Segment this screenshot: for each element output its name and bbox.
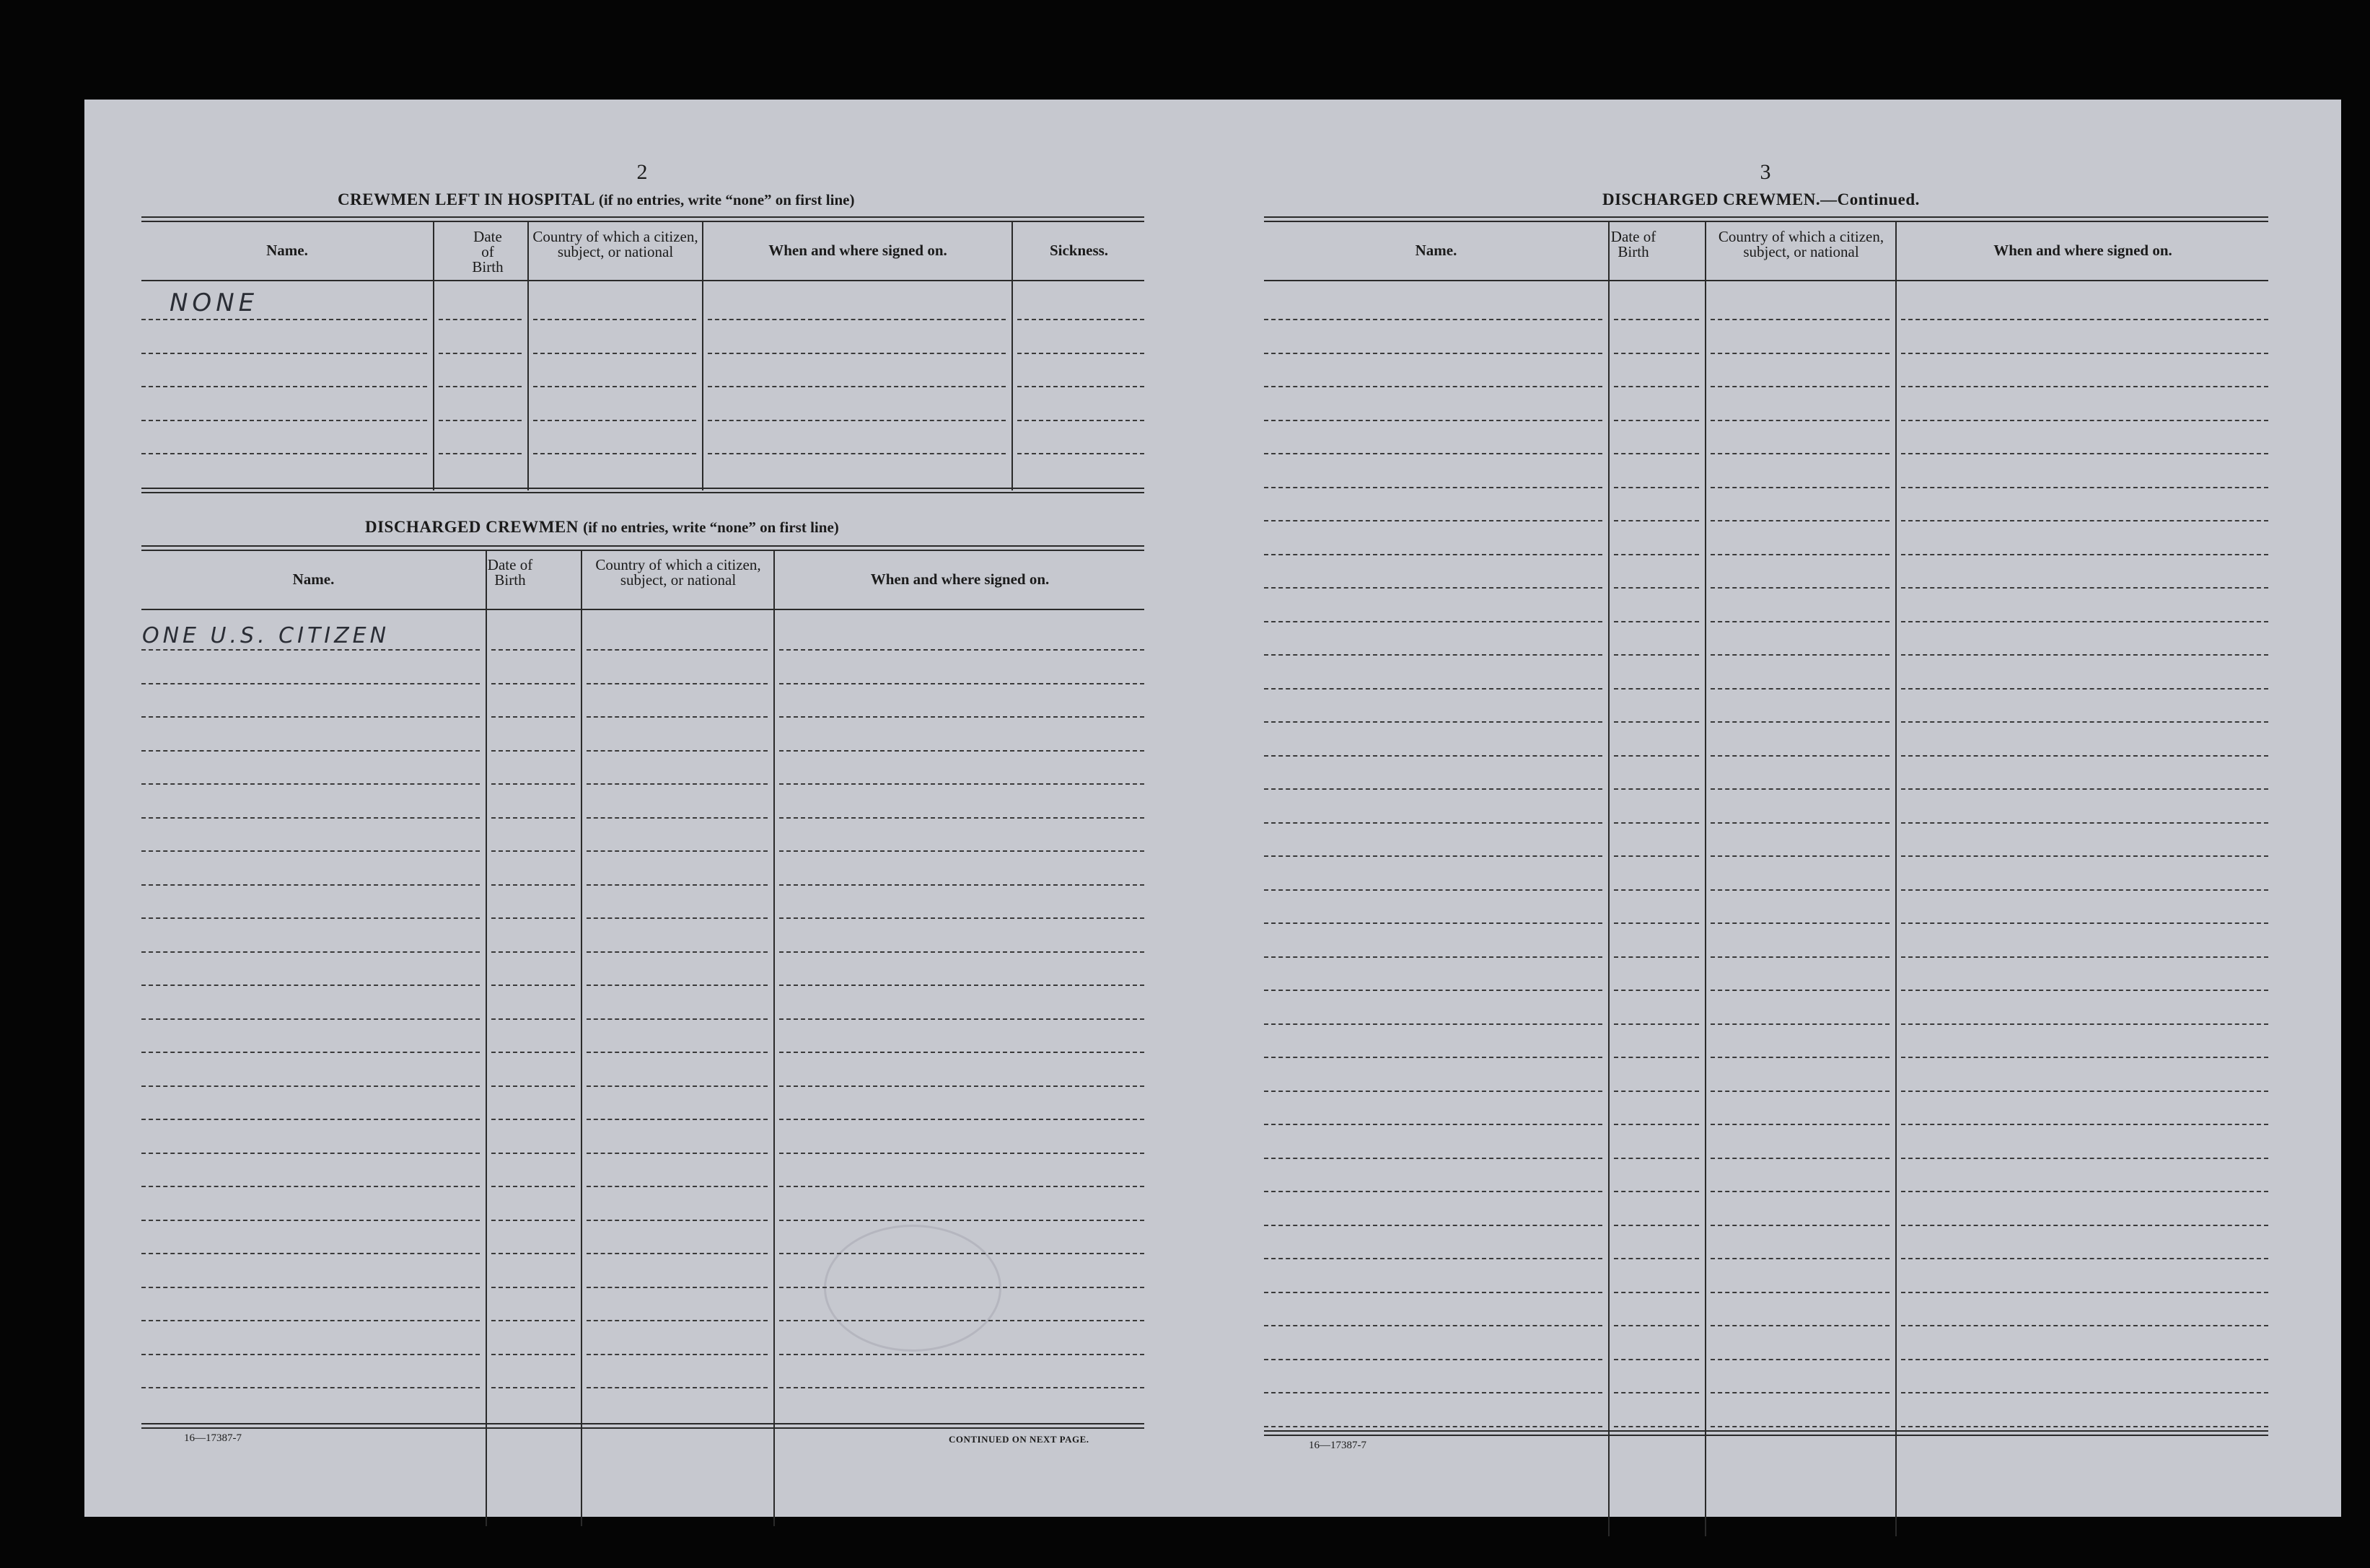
entry-line <box>1711 1191 1890 1192</box>
entry-line <box>1614 1225 1699 1226</box>
entry-line <box>1711 1091 1890 1092</box>
entry-line <box>1901 420 2268 421</box>
entry-line <box>779 1018 1144 1020</box>
entry-line <box>1614 755 1699 757</box>
entry-line <box>1264 822 1602 824</box>
entry-line <box>1017 353 1144 354</box>
entry-line <box>533 420 696 421</box>
entry-line <box>779 1119 1144 1120</box>
hospital-col-name: Name. <box>266 242 308 259</box>
entry-line <box>1264 1292 1602 1293</box>
entry-line <box>1264 1225 1602 1226</box>
entry-line <box>708 319 1006 320</box>
entry-line <box>587 985 768 986</box>
entry-line <box>491 1153 575 1154</box>
entry-line <box>491 1220 575 1221</box>
hospital-col-when-where: When and where signed on. <box>768 242 947 259</box>
discharged-col-dob: Date of Birth <box>487 556 533 589</box>
entry-line <box>491 850 575 852</box>
entry-line <box>1901 1191 2268 1192</box>
entry-line <box>1614 1359 1699 1360</box>
entry-line <box>587 716 768 718</box>
right-col-dob: Date of Birth <box>1610 228 1656 260</box>
entry-line <box>1264 1158 1602 1159</box>
entry-line <box>1017 420 1144 421</box>
entry-line <box>1711 855 1890 857</box>
entry-line <box>1901 990 2268 991</box>
entry-line <box>1711 822 1890 824</box>
entry-line <box>491 716 575 718</box>
entry-line <box>1614 353 1699 354</box>
entry-line <box>587 683 768 684</box>
entry-line <box>1711 1392 1890 1393</box>
entry-line <box>1614 587 1699 589</box>
entry-line <box>491 649 575 651</box>
entry-line <box>491 1354 575 1355</box>
entry-line <box>1264 956 1602 958</box>
entry-line <box>1614 788 1699 790</box>
entry-line <box>491 750 575 752</box>
entry-line <box>141 1287 480 1288</box>
entry-line <box>141 1018 480 1020</box>
entry-line <box>1711 688 1890 690</box>
entry-line <box>1711 1158 1890 1159</box>
entry-line <box>1614 487 1699 488</box>
entry-line <box>1711 922 1890 924</box>
entry-line <box>1614 1258 1699 1259</box>
entry-line <box>141 353 427 354</box>
entry-line <box>141 850 480 852</box>
entry-line <box>141 817 480 819</box>
entry-line <box>1614 889 1699 891</box>
entry-line <box>1614 1057 1699 1058</box>
entry-line <box>1711 319 1890 320</box>
entry-line <box>779 1320 1144 1321</box>
right-bottom-rule <box>1264 1430 2268 1436</box>
entry-line <box>587 917 768 919</box>
entry-line <box>1614 688 1699 690</box>
entry-line <box>1711 1426 1890 1427</box>
hospital-entry-handwritten: NONE <box>170 289 259 317</box>
entry-line <box>587 649 768 651</box>
entry-line <box>779 1186 1144 1187</box>
entry-line <box>1264 453 1602 454</box>
entry-line <box>1264 688 1602 690</box>
entry-line <box>708 386 1006 387</box>
right-col-name: Name. <box>1415 242 1457 259</box>
entry-line <box>1901 1426 2268 1427</box>
left-page-number: 2 <box>636 160 648 184</box>
entry-line <box>1711 721 1890 723</box>
hospital-section-title <box>338 190 854 209</box>
entry-line <box>1901 654 2268 656</box>
entry-line <box>1264 922 1602 924</box>
entry-line <box>779 884 1144 886</box>
entry-line <box>1017 386 1144 387</box>
entry-line <box>1614 922 1699 924</box>
entry-line <box>1901 922 2268 924</box>
entry-line <box>1614 1023 1699 1025</box>
entry-line <box>1614 319 1699 320</box>
entry-line <box>1901 1258 2268 1259</box>
hospital-col-dob: Date of Birth <box>472 228 504 276</box>
entry-line <box>587 1253 768 1254</box>
entry-line <box>1711 1124 1890 1125</box>
entry-line <box>141 750 480 752</box>
entry-line <box>439 420 522 421</box>
entry-line <box>779 1253 1144 1254</box>
entry-line <box>779 985 1144 986</box>
entry-line <box>1901 822 2268 824</box>
entry-line <box>779 783 1144 785</box>
entry-line <box>141 1387 480 1388</box>
entry-line <box>491 1253 575 1254</box>
entry-line <box>1901 855 2268 857</box>
entry-line <box>491 1052 575 1053</box>
hospital-instruction: (if no entries, write “none” on first line) <box>598 191 855 208</box>
entry-line <box>141 683 480 684</box>
entry-line <box>1901 1057 2268 1058</box>
entry-line <box>491 1287 575 1288</box>
entry-line <box>1711 654 1890 656</box>
entry-line <box>1711 420 1890 421</box>
entry-line <box>1614 453 1699 454</box>
entry-line <box>1264 487 1602 488</box>
entry-line <box>1264 1258 1602 1259</box>
entry-line <box>1264 654 1602 656</box>
entry-line <box>587 1387 768 1388</box>
hospital-top-rule <box>141 216 1144 222</box>
entry-line <box>1614 1426 1699 1427</box>
right-section-title: DISCHARGED CREWMEN.—Continued. <box>1602 190 1920 208</box>
entry-line <box>1901 520 2268 521</box>
entry-line <box>439 353 522 354</box>
entry-line <box>708 453 1006 454</box>
entry-line <box>1901 956 2268 958</box>
entry-line <box>1901 1124 2268 1125</box>
entry-line <box>1711 520 1890 521</box>
entry-line <box>439 319 522 320</box>
entry-line <box>779 1153 1144 1154</box>
right-form-number: 16—17387-7 <box>1309 1440 1366 1451</box>
entry-line <box>779 951 1144 953</box>
entry-line <box>1901 1292 2268 1293</box>
entry-line <box>1711 1292 1890 1293</box>
entry-line <box>1264 353 1602 354</box>
entry-line <box>1614 822 1699 824</box>
entry-line <box>1901 788 2268 790</box>
entry-line <box>1711 1057 1890 1058</box>
entry-line <box>141 1085 480 1087</box>
entry-line <box>491 1119 575 1120</box>
entry-line <box>1711 386 1890 387</box>
entry-line <box>1711 1325 1890 1326</box>
entry-line <box>779 649 1144 651</box>
entry-line <box>141 420 427 421</box>
entry-line <box>1614 956 1699 958</box>
entry-line <box>1264 1191 1602 1192</box>
entry-line <box>1901 721 2268 723</box>
entry-line <box>1017 319 1144 320</box>
entry-line <box>1614 554 1699 555</box>
entry-line <box>1711 1359 1890 1360</box>
entry-line <box>1901 1392 2268 1393</box>
entry-line <box>141 1320 480 1321</box>
entry-line <box>491 783 575 785</box>
entry-line <box>141 1354 480 1355</box>
discharged-top-rule <box>141 545 1144 551</box>
entry-line <box>1264 855 1602 857</box>
entry-line <box>587 1052 768 1053</box>
entry-line <box>587 1287 768 1288</box>
entry-line <box>1901 353 2268 354</box>
entry-line <box>1901 487 2268 488</box>
entry-line <box>141 1119 480 1120</box>
entry-line <box>491 1387 575 1388</box>
entry-line <box>1264 420 1602 421</box>
entry-line <box>1264 1124 1602 1125</box>
entry-line <box>708 353 1006 354</box>
entry-line <box>491 1320 575 1321</box>
entry-line <box>1264 1023 1602 1025</box>
entry-line <box>779 850 1144 852</box>
entry-line <box>1711 1023 1890 1025</box>
entry-line <box>1264 520 1602 521</box>
entry-line <box>141 1052 480 1053</box>
entry-line <box>779 1387 1144 1388</box>
entry-line <box>1614 1191 1699 1192</box>
entry-line <box>1901 755 2268 757</box>
entry-line <box>587 1018 768 1020</box>
entry-line <box>1901 1158 2268 1159</box>
entry-line <box>491 884 575 886</box>
entry-line <box>141 319 427 320</box>
entry-line <box>1901 587 2268 589</box>
right-top-rule <box>1264 216 2268 222</box>
entry-line <box>1711 487 1890 488</box>
discharged-col-when-where: When and where signed on. <box>870 571 1050 588</box>
left-form-number: 16—17387-7 <box>184 1432 242 1444</box>
entry-line <box>1711 788 1890 790</box>
discharged-bottom-rule <box>141 1423 1144 1429</box>
hospital-col-sickness: Sickness. <box>1049 242 1109 259</box>
entry-line <box>141 716 480 718</box>
entry-line <box>1614 520 1699 521</box>
entry-line <box>1901 1091 2268 1092</box>
entry-line <box>587 1220 768 1221</box>
entry-line <box>141 917 480 919</box>
entry-line <box>1614 1124 1699 1125</box>
right-col-when-where: When and where signed on. <box>1993 242 2172 259</box>
entry-line <box>587 817 768 819</box>
entry-line <box>491 1186 575 1187</box>
entry-line <box>1901 621 2268 622</box>
entry-line <box>779 1354 1144 1355</box>
entry-line <box>141 386 427 387</box>
entry-line <box>1264 755 1602 757</box>
entry-line <box>491 917 575 919</box>
entry-line <box>533 386 696 387</box>
entry-line <box>141 1186 480 1187</box>
entry-line <box>587 850 768 852</box>
entry-line <box>779 750 1144 752</box>
entry-line <box>1711 353 1890 354</box>
entry-line <box>533 353 696 354</box>
entry-line <box>587 1320 768 1321</box>
entry-line <box>1614 990 1699 991</box>
entry-line <box>1711 1225 1890 1226</box>
hospital-title-text: CREWMEN LEFT IN HOSPITAL <box>338 190 594 208</box>
entry-line <box>779 716 1144 718</box>
entry-line <box>491 1085 575 1087</box>
entry-line <box>587 783 768 785</box>
entry-line <box>1264 1426 1602 1427</box>
entry-line <box>1901 1325 2268 1326</box>
entry-line <box>1264 721 1602 723</box>
entry-line <box>1264 319 1602 320</box>
entry-line <box>1264 1392 1602 1393</box>
discharged-instruction: (if no entries, write “none” on first line) <box>583 519 839 536</box>
entry-line <box>1614 621 1699 622</box>
entry-line <box>1264 621 1602 622</box>
entry-line <box>439 386 522 387</box>
entry-line <box>1264 1091 1602 1092</box>
entry-line <box>1901 319 2268 320</box>
entry-line <box>1017 453 1144 454</box>
entry-line <box>491 1018 575 1020</box>
entry-line <box>1901 1359 2268 1360</box>
entry-line <box>141 1153 480 1154</box>
discharged-col-name: Name. <box>292 571 335 588</box>
entry-line <box>587 1186 768 1187</box>
entry-line <box>779 1052 1144 1053</box>
entry-line <box>587 1153 768 1154</box>
entry-line <box>1901 1225 2268 1226</box>
entry-line <box>1264 1057 1602 1058</box>
entry-line <box>779 1220 1144 1221</box>
entry-line <box>1711 554 1890 555</box>
entry-line <box>587 884 768 886</box>
entry-line <box>1264 1325 1602 1326</box>
entry-line <box>1711 587 1890 589</box>
entry-line <box>1614 386 1699 387</box>
entry-line <box>1901 688 2268 690</box>
entry-line <box>587 951 768 953</box>
entry-line <box>1264 386 1602 387</box>
entry-line <box>1711 1258 1890 1259</box>
entry-line <box>1264 889 1602 891</box>
right-col-country: Country of which a citizen, subject, or national <box>1718 228 1884 260</box>
entry-line <box>1711 755 1890 757</box>
entry-line <box>1901 453 2268 454</box>
entry-line <box>1711 990 1890 991</box>
form-sheet <box>84 100 2341 1517</box>
entry-line <box>491 951 575 953</box>
entry-line <box>141 884 480 886</box>
entry-line <box>533 453 696 454</box>
entry-line <box>141 951 480 953</box>
entry-line <box>1711 453 1890 454</box>
entry-line <box>779 1287 1144 1288</box>
entry-line <box>533 319 696 320</box>
entry-line <box>708 420 1006 421</box>
entry-line <box>779 817 1144 819</box>
entry-line <box>587 750 768 752</box>
entry-line <box>1264 1359 1602 1360</box>
entry-line <box>491 817 575 819</box>
entry-line <box>587 1085 768 1087</box>
entry-line <box>1264 788 1602 790</box>
entry-line <box>1614 1158 1699 1159</box>
hospital-bottom-rule <box>141 488 1144 493</box>
entry-line <box>1614 1392 1699 1393</box>
entry-line <box>1614 1325 1699 1326</box>
entry-line <box>1614 855 1699 857</box>
entry-line <box>1614 420 1699 421</box>
discharged-title-text: DISCHARGED CREWMEN <box>365 518 579 536</box>
discharged-section-title <box>365 518 839 537</box>
entry-line <box>1264 554 1602 555</box>
discharged-col-country: Country of which a citizen, subject, or national <box>595 556 761 589</box>
entry-line <box>1901 554 2268 555</box>
entry-line <box>1264 587 1602 589</box>
entry-line <box>1614 1292 1699 1293</box>
entry-line <box>1901 386 2268 387</box>
hospital-col-country: Country of which a citizen, subject, or national <box>532 228 698 260</box>
entry-line <box>1901 889 2268 891</box>
entry-line <box>1614 1091 1699 1092</box>
entry-line <box>491 985 575 986</box>
entry-line <box>1901 1023 2268 1025</box>
entry-line <box>141 783 480 785</box>
entry-line <box>1614 721 1699 723</box>
entry-line <box>779 683 1144 684</box>
continued-note: CONTINUED ON NEXT PAGE. <box>949 1434 1089 1445</box>
entry-line <box>141 985 480 986</box>
right-page-number: 3 <box>1760 160 1771 184</box>
entry-line <box>1264 990 1602 991</box>
entry-line <box>1711 889 1890 891</box>
entry-line <box>587 1354 768 1355</box>
entry-line <box>1711 621 1890 622</box>
entry-line <box>779 917 1144 919</box>
entry-line <box>1614 654 1699 656</box>
entry-line <box>1711 956 1890 958</box>
entry-line <box>141 649 480 651</box>
entry-line <box>587 1119 768 1120</box>
entry-line <box>779 1085 1144 1087</box>
entry-line <box>491 683 575 684</box>
entry-line <box>141 1253 480 1254</box>
entry-line <box>439 453 522 454</box>
discharged-entry-handwritten: ONE U.S. CITIZEN <box>142 623 390 648</box>
entry-line <box>141 453 427 454</box>
faint-stamp <box>824 1225 1001 1352</box>
entry-line <box>141 1220 480 1221</box>
